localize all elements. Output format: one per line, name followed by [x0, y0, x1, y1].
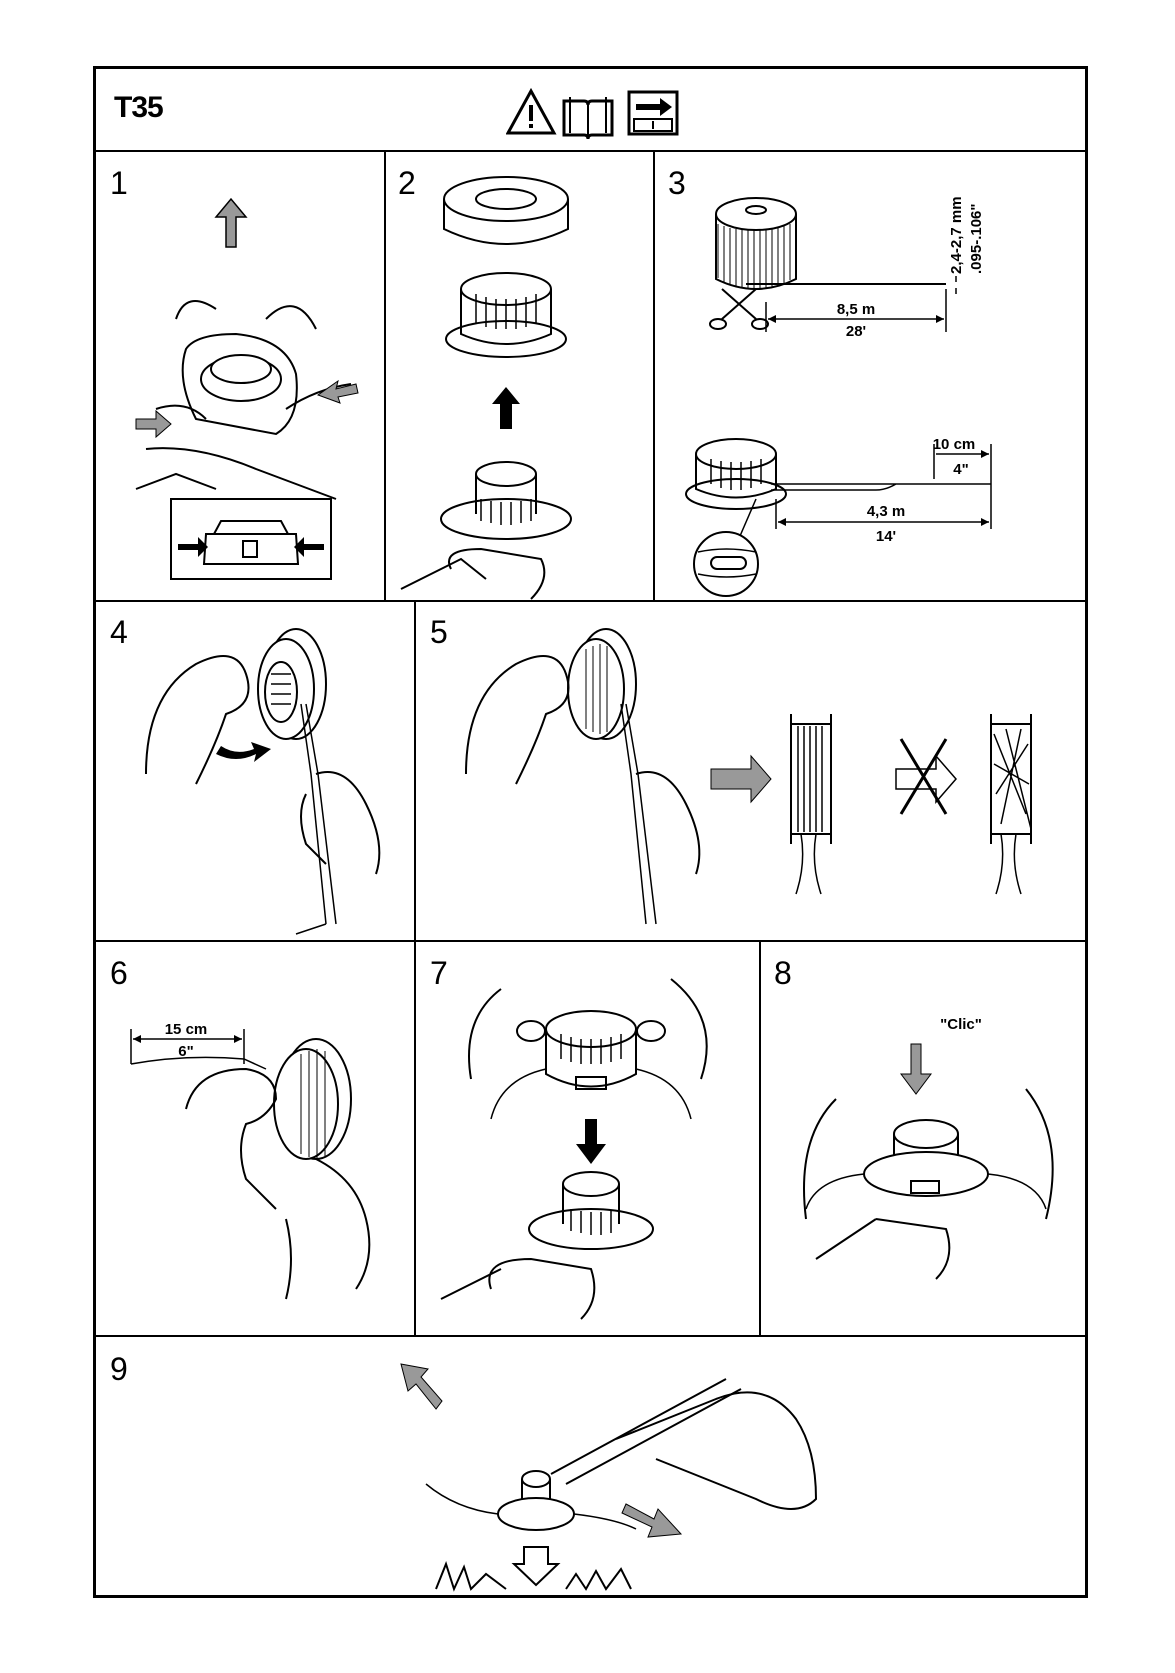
header-icons	[506, 87, 696, 144]
detail-circle	[694, 499, 758, 596]
step-number: 3	[668, 165, 686, 201]
line-length-metric-label: 15 cm	[164, 1021, 208, 1038]
step-number: 8	[774, 955, 792, 991]
up-arrow-icon	[492, 387, 520, 429]
right-arrow-icon	[711, 756, 771, 802]
step-number: 5	[430, 614, 448, 650]
col-divider	[414, 940, 416, 1335]
up-arrow-icon	[216, 199, 246, 247]
trimmer-head	[401, 462, 571, 599]
click-sound-label: "Clic"	[940, 1016, 982, 1033]
tip-metric-label: 10 cm	[932, 436, 976, 453]
left-arrow-icon	[318, 381, 358, 403]
header-divider	[96, 150, 1085, 152]
row-divider-1	[96, 600, 1085, 602]
reference-arrow-icon	[629, 92, 677, 134]
spool-cover	[444, 177, 568, 244]
instruction-sheet	[93, 66, 1088, 1598]
detail-inset-drawing	[178, 521, 324, 564]
incorrect-winding	[991, 714, 1031, 894]
scissors-icon	[710, 289, 768, 329]
row-divider-2	[96, 940, 1085, 942]
step-6-illustration	[126, 959, 411, 1334]
line-reel	[716, 198, 946, 289]
down-arrow-icon	[576, 1119, 606, 1164]
right-arrow-icon	[136, 411, 171, 437]
col-divider	[414, 600, 416, 940]
step-8-illustration	[776, 959, 1086, 1334]
step-7-illustration	[431, 959, 756, 1334]
step-number: 2	[398, 165, 416, 201]
step-3-illustration	[656, 154, 1091, 599]
length-imperial-label: 28'	[845, 323, 867, 340]
correct-winding	[791, 714, 831, 894]
step-number: 1	[110, 165, 128, 201]
manual-book-icon	[564, 97, 612, 139]
step-4-illustration	[126, 614, 411, 939]
step-2-illustration	[391, 159, 651, 599]
half-length-metric-label: 4,3 m	[866, 503, 906, 520]
step-1-illustration	[116, 169, 376, 599]
incorrect-arrow-icon	[896, 739, 956, 814]
line-length-imperial-label: 6"	[178, 1043, 194, 1060]
tip-imperial-label: 4"	[953, 461, 969, 478]
step-9-illustration	[396, 1349, 896, 1599]
down-arrow-icon	[901, 1044, 931, 1094]
step-5-illustration	[446, 614, 1086, 939]
symbol-group	[506, 87, 696, 139]
length-metric-label: 8,5 m	[836, 301, 876, 318]
down-arrow-icon	[514, 1547, 558, 1585]
spool	[446, 273, 566, 357]
col-divider	[653, 150, 655, 600]
step-number: 6	[110, 955, 128, 991]
down-right-arrow-icon	[622, 1504, 681, 1537]
model-title: T35	[114, 91, 163, 124]
rotation-arrow-icon	[216, 742, 271, 762]
half-length-imperial-label: 14'	[875, 528, 897, 545]
col-divider	[384, 150, 386, 600]
detail-inset	[171, 499, 331, 579]
up-left-arrow-icon	[401, 1364, 442, 1409]
diameter-imperial-label: .095-.106"	[968, 203, 985, 274]
step-number: 9	[110, 1351, 128, 1387]
step-number: 7	[430, 955, 448, 991]
warning-triangle-icon	[508, 91, 554, 133]
row-divider-3	[96, 1335, 1085, 1337]
diameter-metric-label: 2,4-2,7 mm	[948, 196, 965, 274]
col-divider	[759, 940, 761, 1335]
step-number: 4	[110, 614, 128, 650]
